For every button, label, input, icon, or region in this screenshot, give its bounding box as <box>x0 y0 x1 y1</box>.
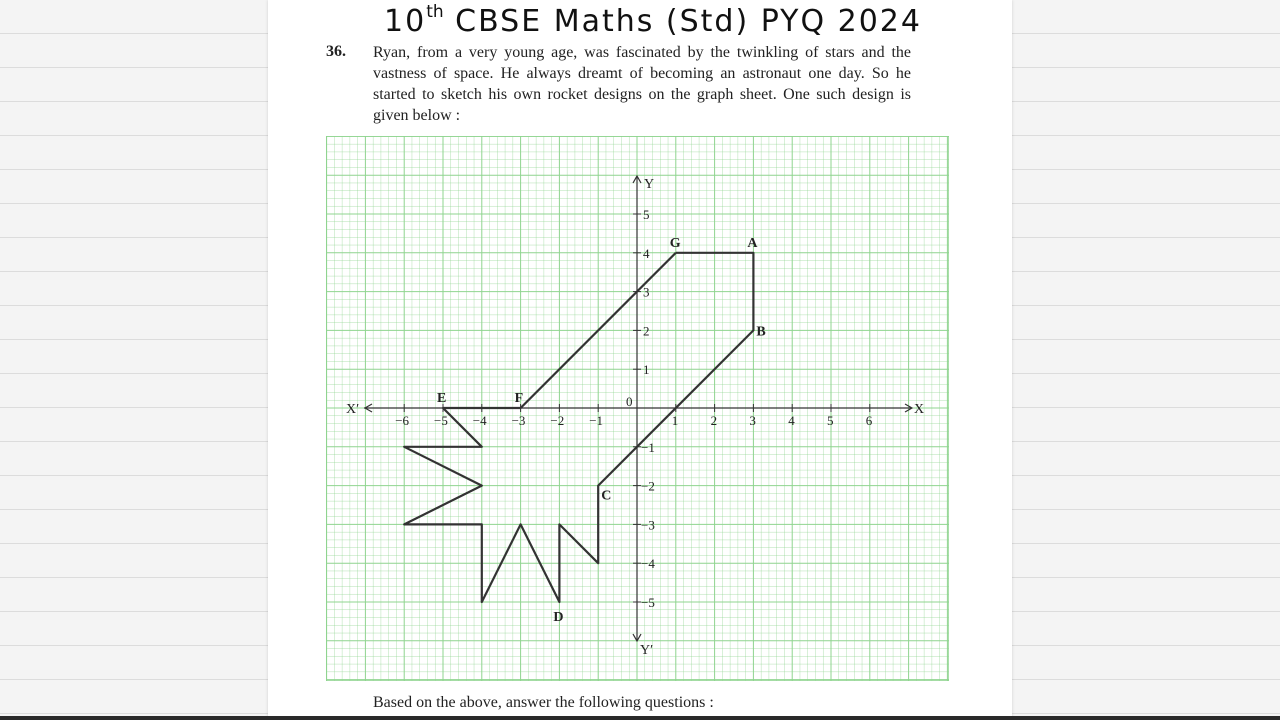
y-axis-label: Y <box>644 177 655 192</box>
y-tick-label: −2 <box>641 478 655 494</box>
point-label-f: F <box>514 391 524 406</box>
point-label-c: C <box>601 488 612 504</box>
point-label-g: G <box>669 235 681 251</box>
title-rest: CBSE Maths (Std) PYQ 2024 <box>443 4 922 39</box>
point-label-d: D <box>553 610 564 625</box>
question-text: Ryan, from a very young age, was fascinated by the twinkling of stars and the vastness of space. He always dreamt of becoming an astronaut one day. So he started to sketch his own rocket designs on the graph sheet. One such design is given below : <box>373 44 911 124</box>
bottom-bar <box>0 716 1280 720</box>
y-tick-label: −5 <box>641 595 655 610</box>
x-tick-label: 6 <box>865 413 873 428</box>
y-tick-label: 2 <box>643 323 650 339</box>
point-label-b: B <box>756 324 766 340</box>
title-grade-suffix: th <box>426 2 444 22</box>
y-tick-label: −1 <box>641 439 655 455</box>
handwritten-title <box>384 2 922 46</box>
x-tick-label: 1 <box>671 413 679 428</box>
point-label-a: A <box>747 235 758 251</box>
rocket-graph <box>326 136 949 681</box>
x-neg-axis-label: X′ <box>346 402 360 417</box>
y-neg-axis-label: Y′ <box>640 643 654 658</box>
question-number: 36. <box>326 43 346 60</box>
x-tick-label: 2 <box>710 413 718 428</box>
y-tick-label: 3 <box>643 284 650 300</box>
x-axis-label: X <box>914 402 925 417</box>
y-tick-label: 1 <box>643 362 650 378</box>
instruction-text: Based on the above, answer the following questions : <box>373 694 714 711</box>
y-tick-label: −4 <box>641 556 655 572</box>
y-tick-label: 5 <box>643 207 650 222</box>
x-tick-label: −5 <box>434 413 448 428</box>
y-tick-label: −3 <box>641 517 655 533</box>
left-margin-panel <box>0 0 268 720</box>
x-tick-label: −3 <box>511 413 526 428</box>
x-tick-label: 5 <box>827 413 834 428</box>
x-tick-label: −1 <box>589 413 604 428</box>
point-label-e: E <box>437 391 447 406</box>
x-tick-label: −4 <box>472 413 487 428</box>
x-tick-label: 3 <box>749 413 756 428</box>
title-grade: 10 <box>384 4 427 39</box>
x-tick-label: 4 <box>788 413 795 428</box>
origin-label: 0 <box>626 394 633 409</box>
x-tick-label: −2 <box>550 413 565 428</box>
y-tick-label: 4 <box>643 245 650 261</box>
x-tick-label: −6 <box>395 413 410 428</box>
right-margin-panel <box>1012 0 1280 720</box>
